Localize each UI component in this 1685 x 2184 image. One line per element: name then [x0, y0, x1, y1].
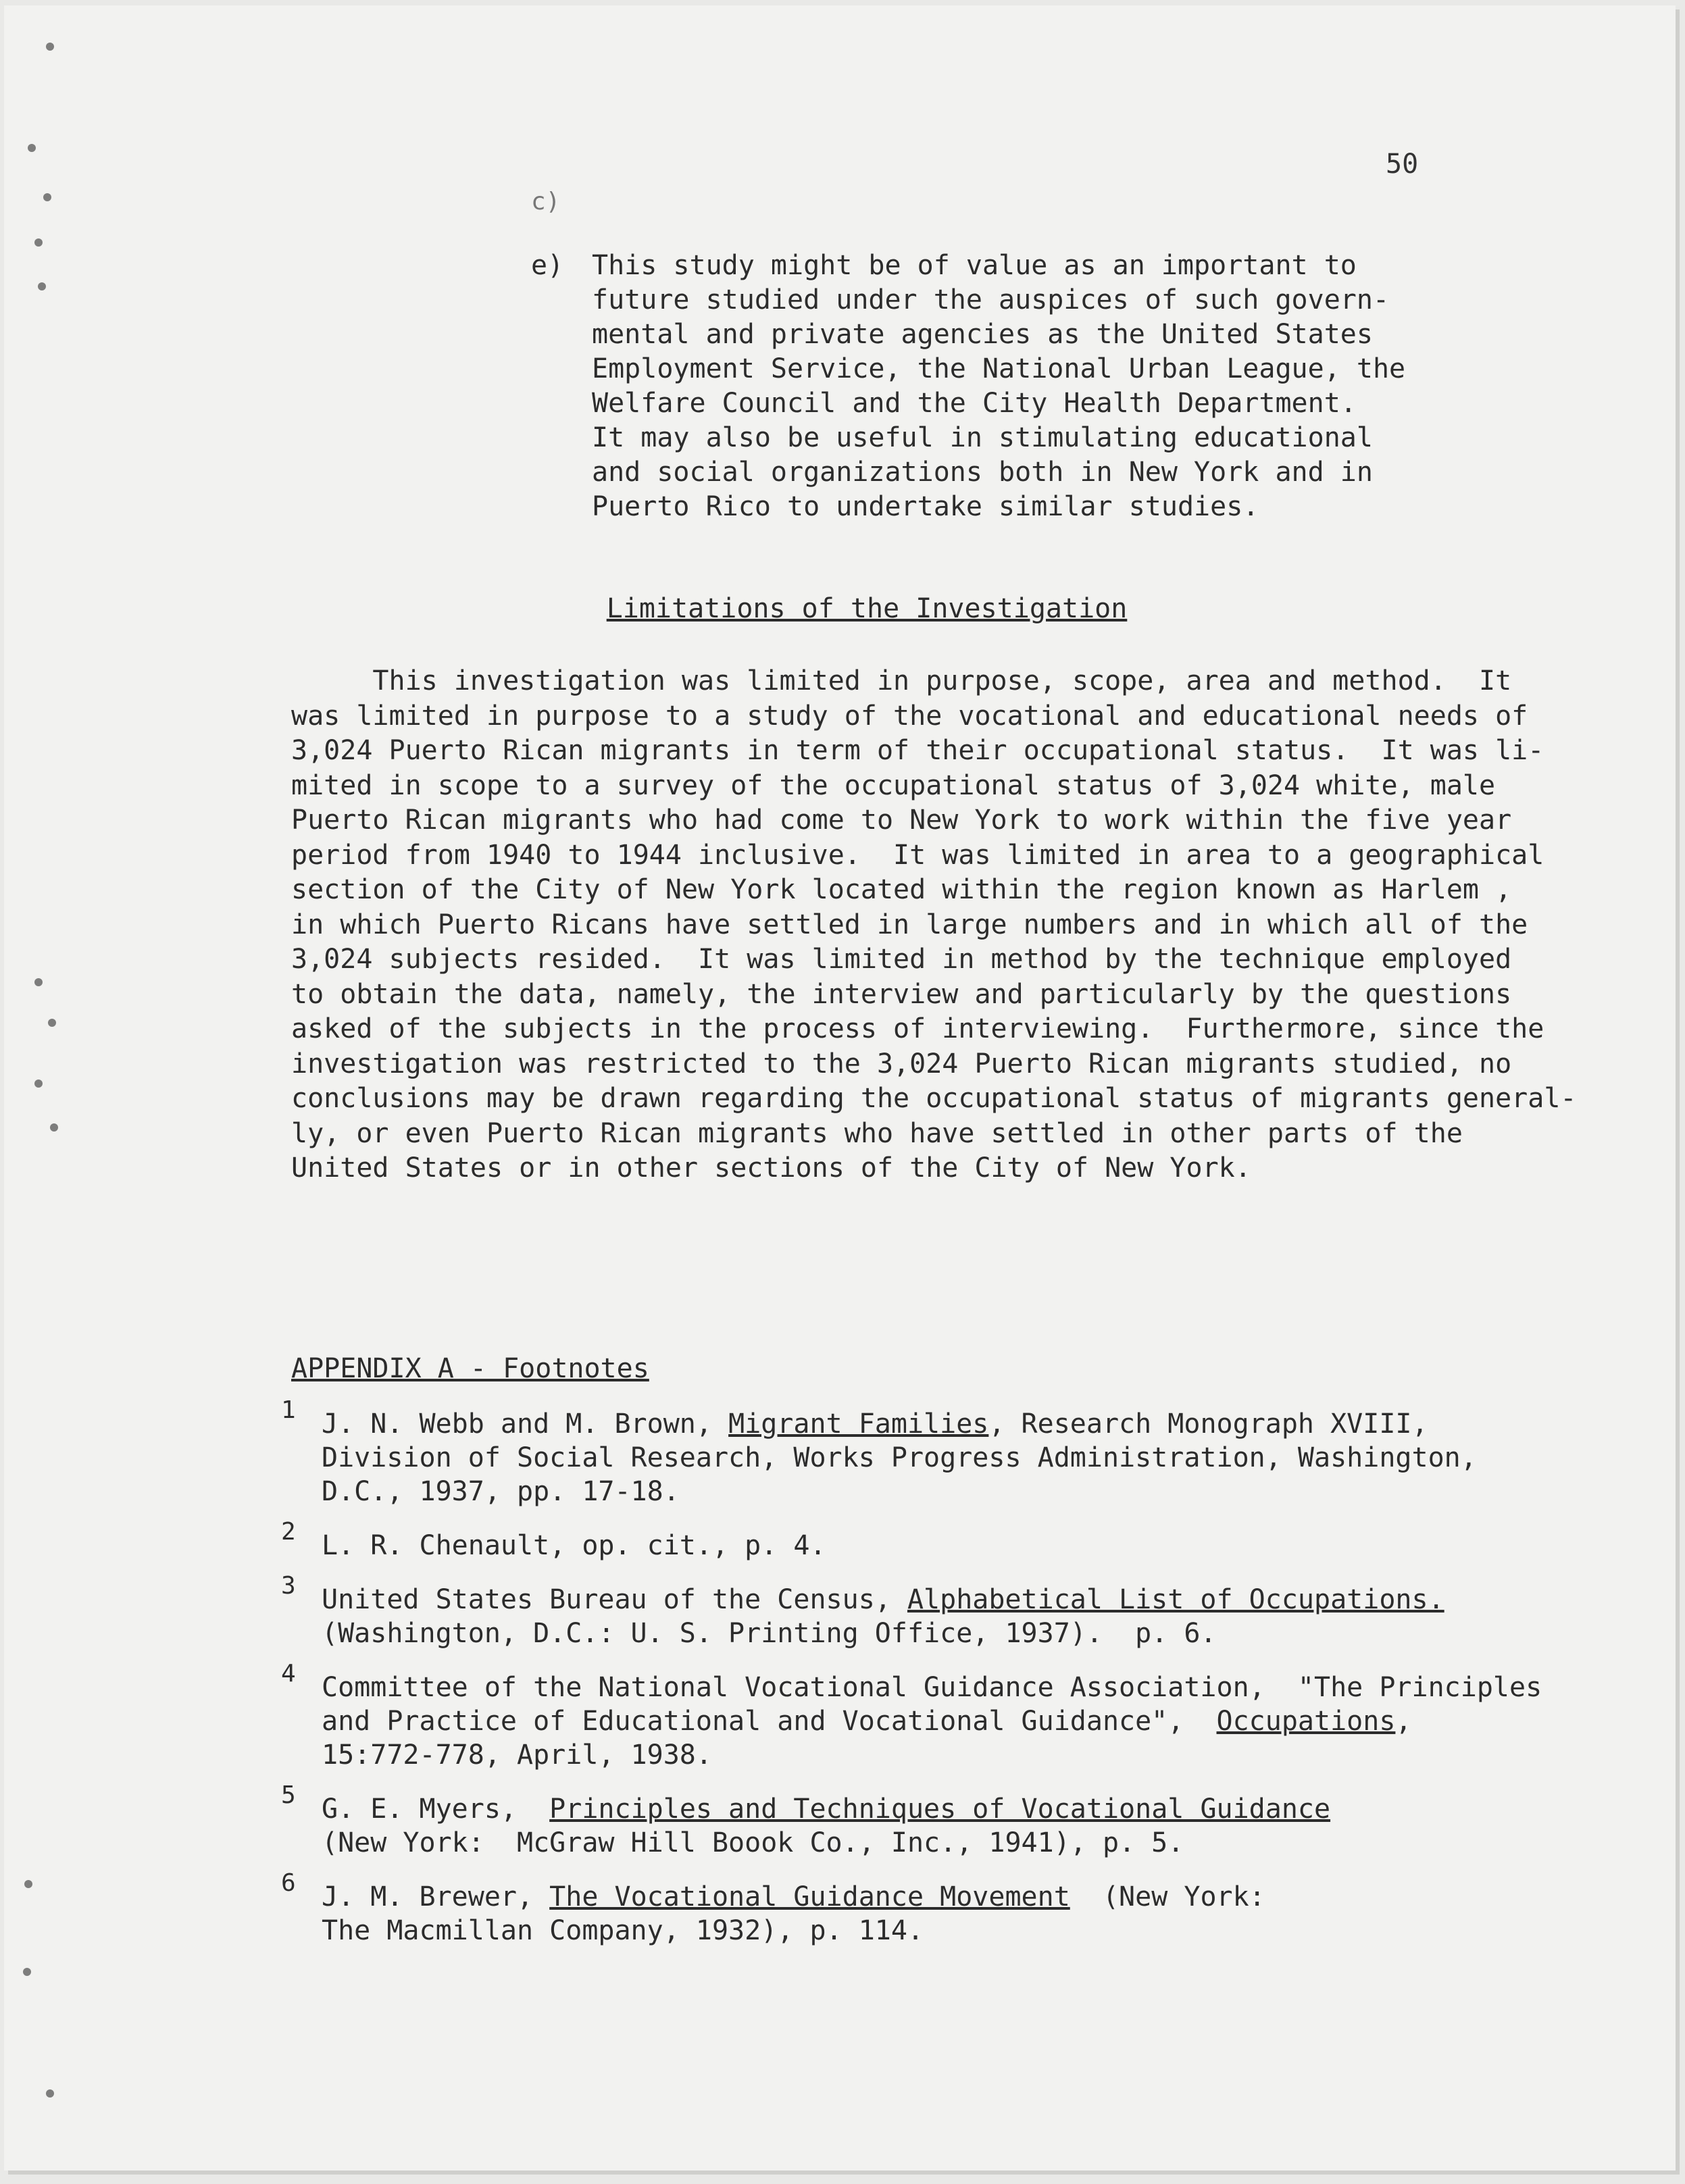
footnote-text: (Washington, D.C.: U. S. Printing Office, 1937). p. 6.	[322, 1618, 1217, 1649]
list-marker: e)	[531, 250, 564, 281]
footnote-text: 15:772-778, April, 1938.	[322, 1739, 712, 1771]
footnotes-list	[281, 1396, 1605, 1968]
footnote-text: and Practice of Educational and Vocational Guidance",	[322, 1706, 1217, 1737]
item-text-line: mental and private agencies as the United States	[592, 319, 1373, 350]
footnote-line	[322, 1475, 1605, 1508]
footnote-text: J. N. Webb and M. Brown,	[322, 1408, 729, 1440]
paragraph-line: conclusions may be drawn regarding the occupational status of migrants general-	[291, 1083, 1577, 1114]
footnote	[281, 1572, 1605, 1650]
footnote-line	[322, 1738, 1605, 1772]
list-item-e	[531, 249, 1405, 524]
footnote-line	[322, 1529, 1605, 1563]
paragraph-line: United States or in other sections of the City of New York.	[291, 1152, 1251, 1184]
section-heading-text: Limitations of the Investigation	[606, 593, 1128, 624]
footnote-text: (New York:	[1070, 1881, 1265, 1912]
footnote-text: Division of Social Research, Works Progress Administration, Washington,	[322, 1442, 1477, 1473]
item-text-line: It may also be useful in stimulating educational	[592, 422, 1373, 453]
footnote	[281, 1660, 1605, 1772]
footnote-text: United States Bureau of the Census,	[322, 1584, 907, 1615]
footnote-number: 1	[281, 1396, 296, 1424]
footnote-text: J. M. Brewer,	[322, 1881, 550, 1912]
footnote-title: Occupations	[1216, 1706, 1396, 1737]
footnote-line	[322, 1792, 1605, 1826]
item-text-line: This study might be of value as an important to	[592, 250, 1357, 281]
paragraph-line: in which Puerto Ricans have settled in large numbers and in which all of the	[291, 909, 1528, 940]
footnote-text: G. E. Myers,	[322, 1794, 550, 1825]
footnote-number: 6	[281, 1869, 296, 1897]
list-item-text	[592, 249, 1405, 524]
footnote-line	[322, 1671, 1605, 1704]
footnote-text: (New York: McGraw Hill Boook Co., Inc., 1941), p. 5.	[322, 1827, 1184, 1858]
paragraph-line: Puerto Rican migrants who had come to New York to work within the five year	[291, 805, 1512, 836]
document-page	[4, 5, 1676, 2170]
footnote-title: Migrant Families	[728, 1408, 989, 1440]
footnote-text: D.C., 1937, pp. 17-18.	[322, 1476, 680, 1507]
footnote	[281, 1781, 1605, 1860]
paragraph-line: section of the City of New York located within the region known as Harlem ,	[291, 874, 1512, 905]
footnote-text: ,	[1395, 1706, 1412, 1737]
footnote-number: 4	[281, 1660, 296, 1687]
paragraph-line: This investigation was limited in purpose, scope, area and method. It	[291, 665, 1512, 696]
paragraph-line: 3,024 Puerto Rican migrants in term of their occupational status. It was li-	[291, 735, 1544, 766]
item-text-line: Welfare Council and the City Health Department.	[592, 388, 1357, 419]
item-text-line: future studied under the auspices of such govern-	[592, 284, 1390, 315]
footnote-text: L. R. Chenault, op. cit., p. 4.	[322, 1530, 826, 1561]
paragraph-line: to obtain the data, namely, the interview and particularly by the questions	[291, 978, 1512, 1010]
paragraph-line: mited in scope to a survey of the occupational status of 3,024 white, male	[291, 769, 1496, 801]
footnote-text: The Macmillan Company, 1932), p. 114.	[322, 1915, 924, 1946]
footnote-title: The Vocational Guidance Movement	[549, 1881, 1070, 1912]
footnote-title: Alphabetical List of Occupations.	[907, 1584, 1444, 1615]
footnote-line	[322, 1880, 1605, 1914]
stray-mark: c)	[531, 188, 561, 215]
footnote	[281, 1396, 1605, 1508]
footnote-line	[322, 1583, 1605, 1617]
footnote-number: 3	[281, 1572, 296, 1600]
paragraph-line: 3,024 subjects resided. It was limited in method by the technique employed	[291, 944, 1512, 975]
paragraph-line: asked of the subjects in the process of interviewing. Furthermore, since the	[291, 1013, 1544, 1044]
footnote-line	[322, 1617, 1605, 1650]
appendix-heading: APPENDIX A - Footnotes	[291, 1353, 649, 1384]
paragraph-line: was limited in purpose to a study of the vocational and educational needs of	[291, 700, 1528, 732]
paragraph-line: ly, or even Puerto Rican migrants who have settled in other parts of the	[291, 1117, 1463, 1149]
page-number: 50	[1386, 149, 1419, 180]
footnote-title: Principles and Techniques of Vocational Guidance	[549, 1794, 1331, 1825]
footnote-line	[322, 1407, 1605, 1441]
footnote-line	[322, 1704, 1605, 1738]
section-heading	[4, 593, 1676, 624]
item-text-line: Puerto Rico to undertake similar studies.	[592, 491, 1259, 522]
footnote-line	[322, 1441, 1605, 1475]
item-text-line: Employment Service, the National Urban League, the	[592, 353, 1406, 384]
paragraph-line: investigation was restricted to the 3,024 Puerto Rican migrants studied, no	[291, 1048, 1512, 1080]
footnote-number: 5	[281, 1781, 296, 1809]
footnote	[281, 1518, 1605, 1563]
footnote-text: Committee of the National Vocational Guidance Association, "The Principles	[322, 1672, 1542, 1703]
limitations-paragraph	[291, 664, 1602, 1186]
item-text-line: and social organizations both in New York and in	[592, 457, 1373, 488]
footnote-text: , Research Monograph XVIII,	[988, 1408, 1428, 1440]
footnote-line	[322, 1826, 1605, 1860]
footnote-number: 2	[281, 1518, 296, 1546]
paragraph-line: period from 1940 to 1944 inclusive. It was limited in area to a geographical	[291, 839, 1544, 871]
footnote	[281, 1869, 1605, 1948]
footnote-line	[322, 1914, 1605, 1948]
